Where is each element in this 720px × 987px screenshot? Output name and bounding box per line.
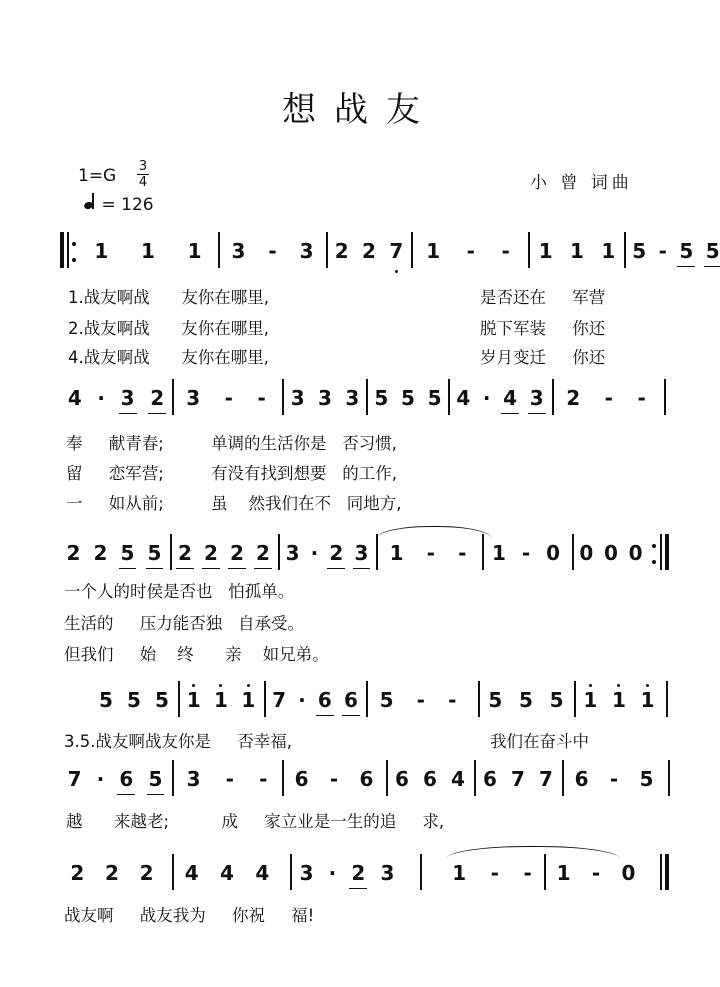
measure-23 bbox=[480, 685, 572, 715]
note: 1 bbox=[601, 239, 616, 263]
note: 6 bbox=[294, 767, 309, 791]
note: 5 bbox=[705, 239, 720, 263]
note: 2 bbox=[230, 541, 244, 565]
lyric-line-6: 一 如从前; 虽 然我们在不 同地方, bbox=[66, 494, 402, 513]
note: 2 bbox=[178, 541, 192, 565]
note: 3 bbox=[529, 386, 544, 410]
note: 3 bbox=[299, 239, 314, 263]
score-line-1 bbox=[60, 236, 720, 266]
page-title: 想战友 bbox=[282, 90, 438, 130]
lyric-line-12: 战友啊 战友我为 你祝 福! bbox=[64, 906, 315, 925]
measure-12 bbox=[554, 383, 658, 413]
note: 5 bbox=[99, 688, 113, 712]
note: - bbox=[259, 767, 268, 791]
note: 2 bbox=[105, 861, 119, 885]
lyric-line-3b: 岁月变迁 你还 bbox=[480, 348, 606, 367]
note: - bbox=[490, 861, 499, 885]
measure-32 bbox=[174, 858, 280, 888]
note: 1 bbox=[187, 239, 202, 263]
note: 3 bbox=[285, 541, 300, 565]
measure-31 bbox=[60, 858, 164, 888]
note: 2 bbox=[329, 541, 344, 565]
note: 6 bbox=[574, 767, 589, 791]
key-signature: 1=G bbox=[78, 166, 117, 186]
note: 0 bbox=[621, 861, 636, 885]
note: - bbox=[224, 386, 233, 410]
note: 7 bbox=[511, 767, 525, 791]
note: 4 bbox=[451, 767, 465, 791]
note: - bbox=[416, 688, 425, 712]
note: 0 bbox=[628, 541, 643, 565]
note: 0 bbox=[546, 541, 560, 565]
note: 2 bbox=[66, 541, 81, 565]
note: 7 bbox=[539, 767, 553, 791]
note: - bbox=[591, 861, 601, 885]
note: · bbox=[482, 386, 491, 410]
note: 1 bbox=[94, 239, 109, 263]
measure-29 bbox=[476, 764, 560, 794]
note: 5 bbox=[148, 767, 163, 791]
note: 5 bbox=[679, 239, 694, 263]
note: 2 bbox=[150, 386, 165, 410]
note: 5 bbox=[632, 239, 647, 263]
note: · bbox=[298, 688, 306, 712]
note: 0 bbox=[604, 541, 618, 565]
note: - bbox=[604, 386, 613, 410]
tempo-value: = 126 bbox=[101, 195, 154, 215]
note: 2 bbox=[362, 239, 376, 263]
score-line-2 bbox=[60, 383, 670, 413]
note: 3 bbox=[318, 386, 332, 410]
measure-15 bbox=[280, 538, 374, 568]
note: - bbox=[637, 386, 646, 410]
measure-16 bbox=[378, 538, 478, 568]
note: 5 bbox=[401, 386, 415, 410]
lyric-line-2b: 脱下军装 你还 bbox=[480, 319, 606, 338]
note: 4 bbox=[456, 386, 471, 410]
note: 1 bbox=[426, 239, 441, 263]
note: 1 bbox=[241, 688, 256, 712]
note: 4 bbox=[255, 861, 270, 885]
lyric-line-7: 一个人的时侯是否也 怕孤单。 bbox=[64, 582, 295, 601]
measure-5 bbox=[530, 236, 624, 266]
note: 1 bbox=[556, 861, 571, 885]
note: 1 bbox=[640, 688, 655, 712]
measure-19 bbox=[92, 685, 176, 715]
note: 6 bbox=[119, 767, 134, 791]
measure-33 bbox=[292, 858, 402, 888]
measure-25 bbox=[60, 764, 170, 794]
time-top: 3 bbox=[138, 159, 148, 174]
measure-9 bbox=[284, 383, 366, 413]
note: · bbox=[97, 386, 106, 410]
note: - bbox=[658, 239, 667, 263]
note: 1 bbox=[538, 239, 553, 263]
note: 1 bbox=[570, 239, 584, 263]
lyric-line-2: 2.战友啊战 友你在哪里, bbox=[68, 319, 269, 338]
note: 1 bbox=[186, 688, 201, 712]
note: 3 bbox=[345, 386, 360, 410]
note: 6 bbox=[423, 767, 437, 791]
measure-8 bbox=[174, 383, 278, 413]
measure-7 bbox=[60, 383, 172, 413]
note: 1 bbox=[214, 688, 228, 712]
lyric-line-4: 奉 献青春; 单调的生活你是 否习惯, bbox=[66, 434, 397, 453]
note: 3 bbox=[120, 386, 135, 410]
note: 6 bbox=[483, 767, 497, 791]
note: - bbox=[521, 541, 531, 565]
note: 6 bbox=[395, 767, 409, 791]
measure-14 bbox=[172, 538, 276, 568]
time-bottom: 4 bbox=[138, 175, 148, 190]
measure-30 bbox=[564, 764, 664, 794]
note: 1 bbox=[141, 239, 155, 263]
note: 2 bbox=[204, 541, 218, 565]
lyric-line-10b: 我们在奋斗中 bbox=[490, 732, 589, 751]
note: · bbox=[310, 541, 319, 565]
note: 2 bbox=[139, 861, 154, 885]
note: - bbox=[268, 239, 277, 263]
note: 5 bbox=[374, 386, 389, 410]
score-line-6 bbox=[60, 858, 670, 888]
note: 5 bbox=[127, 688, 141, 712]
lyric-line-1: 1.战友啊战 友你在哪里, bbox=[68, 288, 269, 307]
note: 6 bbox=[344, 688, 358, 712]
note: 5 bbox=[488, 688, 503, 712]
lyric-line-1b: 是否还在 军营 bbox=[480, 288, 606, 307]
note: 1 bbox=[583, 688, 598, 712]
note: 5 bbox=[549, 688, 564, 712]
note: 1 bbox=[612, 688, 626, 712]
lyric-line-9: 但我们 始 终 亲 如兄弟。 bbox=[64, 645, 329, 664]
lyric-line-8: 生活的 压力能否独 自承受。 bbox=[64, 614, 304, 633]
score-line-4 bbox=[92, 685, 672, 715]
note: 5 bbox=[147, 541, 162, 565]
measure-6 bbox=[626, 236, 720, 266]
note: 7 bbox=[272, 688, 286, 712]
tempo-marking bbox=[84, 195, 154, 215]
lyric-line-10: 3.5.战友啊战友你是 否幸福, bbox=[64, 732, 292, 751]
note: - bbox=[426, 541, 435, 565]
measure-34 bbox=[440, 858, 544, 888]
note: - bbox=[501, 239, 510, 263]
note: - bbox=[448, 688, 457, 712]
measure-35 bbox=[546, 858, 646, 888]
note: - bbox=[257, 386, 266, 410]
lyric-line-3: 4.战友啊战 友你在哪里, bbox=[68, 348, 269, 367]
note: 1 bbox=[452, 861, 467, 885]
note: 7 bbox=[389, 239, 404, 263]
note: - bbox=[329, 767, 339, 791]
note: 2 bbox=[256, 541, 270, 565]
note: 4 bbox=[184, 861, 199, 885]
note: - bbox=[225, 767, 234, 791]
lyric-line-5: 留 恋军营; 有没有找到想要 的工作, bbox=[66, 464, 397, 483]
note: 1 bbox=[389, 541, 404, 565]
measure-21 bbox=[266, 685, 364, 715]
score-line-3 bbox=[60, 538, 670, 568]
measure-28 bbox=[388, 764, 472, 794]
note: - bbox=[458, 541, 467, 565]
note: 2 bbox=[93, 541, 108, 565]
measure-10 bbox=[368, 383, 448, 413]
measure-20 bbox=[180, 685, 262, 715]
measure-26 bbox=[174, 764, 280, 794]
note: 3 bbox=[231, 239, 246, 263]
note: 2 bbox=[334, 239, 349, 263]
note: 3 bbox=[186, 767, 201, 791]
note: - bbox=[466, 239, 475, 263]
note: 4 bbox=[503, 386, 518, 410]
note: - bbox=[609, 767, 619, 791]
time-signature bbox=[137, 160, 149, 189]
note: 6 bbox=[359, 767, 374, 791]
note: 3 bbox=[186, 386, 201, 410]
note: · bbox=[328, 861, 337, 885]
note: 5 bbox=[379, 688, 394, 712]
measure-17 bbox=[484, 538, 568, 568]
note: 2 bbox=[351, 861, 366, 885]
measure-13 bbox=[60, 538, 168, 568]
note: 4 bbox=[220, 861, 234, 885]
measure-11 bbox=[450, 383, 550, 413]
composer-credit: 小 曾 词曲 bbox=[530, 173, 633, 193]
note: 5 bbox=[427, 386, 442, 410]
measure-3 bbox=[328, 236, 410, 266]
note: 5 bbox=[120, 541, 135, 565]
note: 0 bbox=[579, 541, 594, 565]
lyric-line-11: 越 来越老; 成 家立业是一生的追 求, bbox=[66, 812, 445, 831]
note: 2 bbox=[566, 386, 581, 410]
note: - bbox=[523, 861, 532, 885]
note: 2 bbox=[70, 861, 85, 885]
note: 5 bbox=[155, 688, 169, 712]
note: 3 bbox=[290, 386, 305, 410]
measure-4 bbox=[413, 236, 523, 266]
note: 1 bbox=[491, 541, 506, 565]
note: 4 bbox=[67, 386, 82, 410]
note: 6 bbox=[317, 688, 332, 712]
measure-18 bbox=[574, 538, 648, 568]
measure-27 bbox=[284, 764, 384, 794]
measure-22 bbox=[368, 685, 468, 715]
note: 3 bbox=[299, 861, 314, 885]
measure-1 bbox=[78, 236, 218, 266]
measure-24 bbox=[576, 685, 662, 715]
note: 5 bbox=[519, 688, 533, 712]
note: 5 bbox=[639, 767, 654, 791]
note: 7 bbox=[67, 767, 82, 791]
note: 3 bbox=[380, 861, 395, 885]
note: 3 bbox=[354, 541, 369, 565]
score-line-5 bbox=[60, 764, 670, 794]
measure-2 bbox=[220, 236, 325, 266]
note: · bbox=[96, 767, 105, 791]
